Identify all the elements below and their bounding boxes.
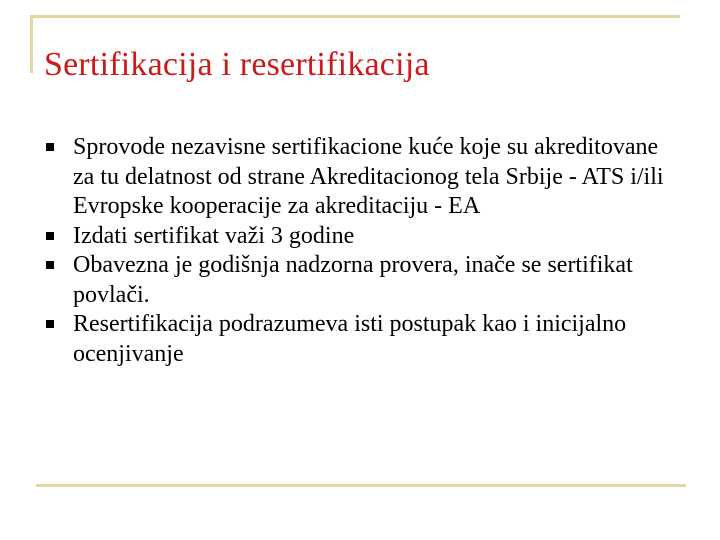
frame-left-line bbox=[30, 15, 33, 73]
bullet-text: Obavezna je godišnja nadzorna provera, inače se sertifikat povlači. bbox=[73, 252, 633, 308]
square-bullet-icon bbox=[46, 232, 54, 240]
frame-top-line bbox=[30, 15, 680, 18]
bullet-text: Resertifikacija podrazumeva isti postupak kao i inicijalno ocenjivanje bbox=[73, 311, 627, 367]
square-bullet-icon bbox=[46, 261, 54, 269]
bullet-item bbox=[44, 310, 684, 369]
frame-bottom-line bbox=[36, 484, 686, 487]
bullet-item bbox=[44, 133, 684, 222]
bullet-list bbox=[44, 133, 684, 369]
square-bullet-icon bbox=[46, 143, 54, 151]
square-bullet-icon bbox=[46, 320, 54, 328]
bullet-text: Sprovode nezavisne sertifikacione kuće koje su akreditovane za tu delatnost od strane Akreditacionog tela Srbije - ATS i/ili Evropske kooperacije za akreditaciju - EA bbox=[73, 134, 664, 219]
bullet-text: Izdati sertifikat važi 3 godine bbox=[73, 222, 355, 249]
bullet-item bbox=[44, 251, 684, 310]
bullet-item bbox=[44, 222, 684, 252]
slide-title: Sertifikacija i resertifikacija bbox=[44, 46, 430, 83]
